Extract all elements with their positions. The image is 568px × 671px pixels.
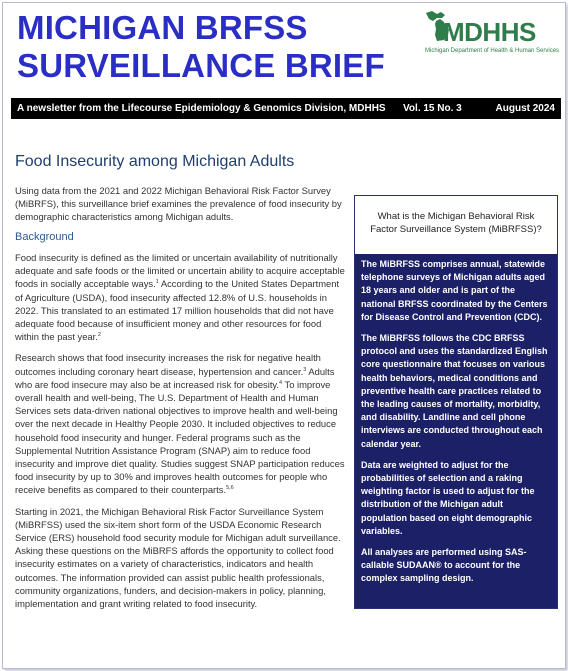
background-paragraph-3: Starting in 2021, the Michigan Behavioral Risk Factor Surveillance System (MiBRFSS) used the six-item short form of the USDA Economic Research Service (ERS) household food security module for Michigan adult surveillance. Asking these questions on the MiBRFS affords the opportunity to collect food insecurity estimates on a variety of characteristics, indicators and health outcomes. The information provided can assist public health professionals, community organizations, funders, and decision-makers in policy, planning, implementation and grant writing related to food insecurity. — [15, 505, 341, 610]
sidebar-paragraph: Data are weighted to adjust for the probabilities of selection and a raking weighting factor is used to adjust for the distribution of the Michigan adult population based on eight demographic variables. — [361, 459, 535, 536]
logo-wordmark: MDHHS — [443, 17, 536, 47]
background-paragraph-2: Research shows that food insecurity increases the risk for negative health outcomes including coronary heart disease, hypertension and cancer.$^3$ Adults who are food insecure may also be at increased risk for obesity.$^4$ To improve overall health and well-being, The U.S. Department of Health and Human Services sets data-driven national objectives to improve health and well-being over the next decade in Healthy People 2030. It included objectives to reduce household food insecurity and hunger. Federal programs such as the Supplemental Nutrition Assistance Program (SNAP) aim to reduce food insecurity and improve diet quality. Studies suggest SNAP participation reduces food insecurity by up to 30% and improves health outcomes for people who receive benefits as compared to their counterparts.$^{5,6}$ — [15, 352, 345, 496]
sidebar-paragraph: The MiBRFSS comprises annual, statewide telephone surveys of Michigan adults aged 18 years and older and is part of the national BRFSS coordinated by the Centers for Disease Control and Prevention (CDC). — [361, 259, 548, 322]
intro-text: Using data from the 2021 and 2022 Michigan Behavioral Risk Factor Survey (MiBRFS), this surveillance brief examines the prevalence of food insecurity by demographic characteristics among Michigan adults. — [15, 185, 342, 223]
masthead-title-line-1: MICHIGAN BRFSS — [17, 9, 308, 46]
background-heading: Background — [15, 231, 74, 243]
sidebar-paragraph: The MiBRFSS follows the CDC BRFSS protocol and uses the standardized English core questionnaire that focuses on various health behaviors, medical conditions and preventive health care practices related to the leading causes of mortality, morbidity, and disability. Landline and cell phone interviews are conducted throughout each calendar year. — [361, 333, 548, 449]
intro-paragraph — [15, 184, 345, 232]
newsletter-page — [2, 2, 566, 669]
sidebar-paragraph: All analyses are performed using SAS-callable SUDAAN® to account for the complex sampling design. — [361, 547, 527, 584]
banner-volume: Vol. 15 No. 3 — [403, 103, 462, 114]
banner-organization: A newsletter from the Lifecourse Epidemiology & Genomics Division, MDHHS — [17, 103, 386, 114]
logo-subtext: Michigan Department of Health & Human Services — [425, 48, 560, 54]
article-title: Food Insecurity among Michigan Adults — [15, 153, 295, 170]
background-body — [15, 251, 345, 618]
masthead-title — [17, 9, 417, 85]
sidebar-heading: What is the Michigan Behavioral Risk Factor Surveillance System (MiBRFSS)? — [370, 211, 542, 235]
sidebar-body — [355, 254, 557, 608]
background-paragraph-1: Food insecurity is defined as the limited or uncertain availability of nutritionally adequate and safe foods or the limited or uncertain ability to acquire acceptable foods in socially acceptable ways.$^1$ According to the United States Department of Agriculture (USDA), food insecurity affected 12.8% of U.S. households in 2022. This translated to an estimated 17 million households that did not have adequate food because of insufficient money and other resources for food within the past year.$^2$ — [15, 252, 345, 343]
banner-date: August 2024 — [495, 103, 555, 114]
mdhhs-logo — [421, 9, 561, 59]
masthead-title-line-2: SURVEILLANCE BRIEF — [17, 47, 385, 84]
issue-banner — [11, 98, 561, 119]
mibrfss-sidebar — [354, 195, 558, 609]
